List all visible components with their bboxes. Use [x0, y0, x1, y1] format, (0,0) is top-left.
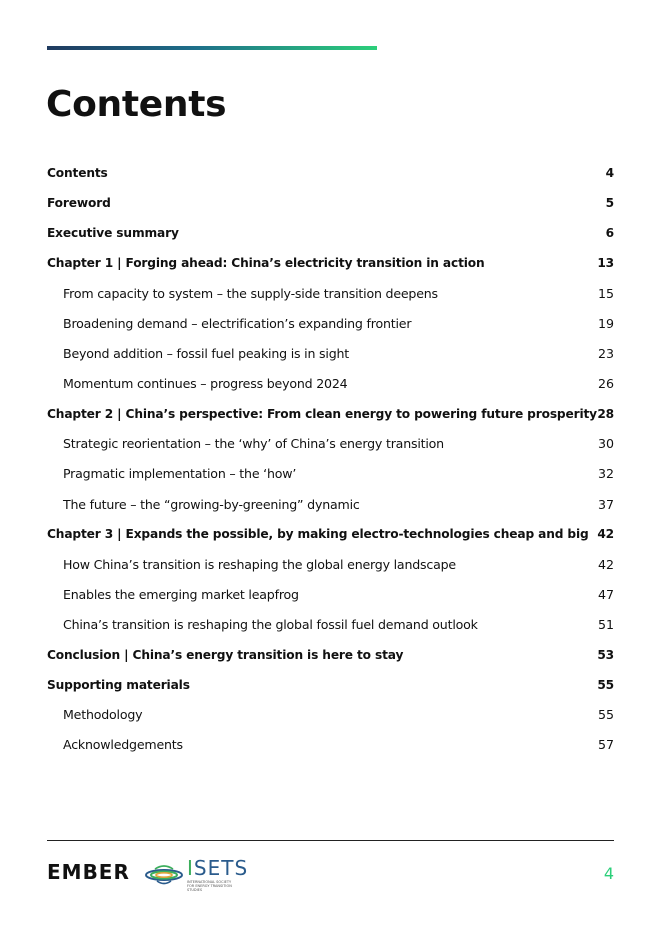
toc-entry-label: Enables the emerging market leapfrog	[63, 586, 299, 602]
toc-entry-page: 26	[597, 376, 614, 392]
toc-entry-subsection[interactable]	[47, 339, 614, 369]
toc-entry-subsection[interactable]	[47, 429, 614, 459]
page-number: 4	[603, 864, 614, 883]
toc-entry-page: 28	[597, 406, 614, 421]
toc-entry-subsection[interactable]	[47, 459, 614, 489]
toc-entry-page: 5	[605, 196, 614, 211]
toc-entry-label: Contents	[47, 166, 108, 181]
toc-entry-subsection[interactable]	[47, 308, 614, 338]
toc-entry-subsection[interactable]	[47, 609, 614, 639]
toc-entry-section[interactable]	[47, 158, 614, 188]
toc-entry-page: 19	[597, 316, 614, 332]
toc-entry-label: Supporting materials	[47, 677, 190, 692]
toc-entry-page: 53	[597, 647, 614, 662]
isets-tagline: INTERNATIONAL SOCIETY FOR ENERGY TRANSITION STUDIES	[187, 880, 232, 892]
toc-entry-page: 15	[597, 285, 614, 301]
toc-entry-section[interactable]	[47, 519, 614, 549]
isets-emblem-icon	[145, 863, 183, 887]
toc-entry-section[interactable]	[47, 399, 614, 429]
toc-entry-section[interactable]	[47, 670, 614, 700]
toc-entry-label: China’s transition is reshaping the global fossil fuel demand outlook	[63, 616, 478, 632]
page-title: Contents	[46, 84, 227, 125]
toc-entry-subsection[interactable]	[47, 700, 614, 730]
toc-entry-page: 55	[597, 707, 614, 723]
toc-entry-label: Chapter 3 | Expands the possible, by making electro-technologies cheap and big	[47, 527, 589, 542]
toc-entry-label: Broadening demand – electrification’s expanding frontier	[63, 316, 412, 332]
toc-entry-subsection[interactable]	[47, 278, 614, 308]
toc-entry-section[interactable]	[47, 248, 614, 278]
toc-entry-page: 32	[597, 466, 614, 482]
toc-entry-label: Beyond addition – fossil fuel peaking is in sight	[63, 346, 350, 362]
toc-entry-page: 42	[597, 527, 614, 542]
toc-entry-page: 55	[597, 677, 614, 692]
toc-entry-page: 4	[605, 166, 614, 181]
toc-entry-label: Momentum continues – progress beyond 2024	[63, 376, 348, 392]
toc-entry-page: 47	[597, 586, 614, 602]
isets-logo	[145, 858, 248, 892]
toc-entry-page: 51	[597, 616, 614, 632]
toc-entry-label: Chapter 1 | Forging ahead: China’s electricity transition in action	[47, 256, 485, 271]
toc-entry-label: Executive summary	[47, 226, 179, 241]
footer-divider	[47, 840, 614, 841]
ember-logo: EMBER	[47, 860, 130, 884]
toc-entry-subsection[interactable]	[47, 489, 614, 519]
toc-entry-subsection[interactable]	[47, 579, 614, 609]
toc-entry-subsection[interactable]	[47, 730, 614, 760]
toc-entry-page: 37	[597, 496, 614, 512]
toc-entry-label: The future – the “growing-by-greening” dynamic	[63, 496, 360, 512]
toc-entry-subsection[interactable]	[47, 549, 614, 579]
toc-entry-label: Conclusion | China’s energy transition is here to stay	[47, 647, 404, 662]
toc-entry-label: Strategic reorientation – the ‘why’ of China’s energy transition	[63, 436, 444, 452]
toc-entry-label: Pragmatic implementation – the ‘how’	[63, 466, 297, 482]
toc-entry-page: 23	[597, 346, 614, 362]
toc-entry-section[interactable]	[47, 188, 614, 218]
isets-wordmark: ISETS	[187, 856, 249, 880]
toc-entry-section[interactable]	[47, 640, 614, 670]
toc-entry-label: From capacity to system – the supply-side transition deepens	[63, 285, 438, 301]
toc-entry-label: Foreword	[47, 196, 111, 211]
toc-entry-label: Acknowledgements	[63, 737, 183, 753]
toc-entry-page: 57	[597, 737, 614, 753]
table-of-contents	[47, 158, 614, 760]
toc-entry-section[interactable]	[47, 218, 614, 248]
toc-entry-page: 30	[597, 436, 614, 452]
header-accent-bar	[47, 46, 377, 50]
toc-entry-page: 6	[605, 226, 614, 241]
toc-entry-label: Methodology	[63, 707, 143, 723]
toc-entry-page: 42	[597, 556, 614, 572]
toc-entry-label: How China’s transition is reshaping the global energy landscape	[63, 556, 456, 572]
toc-entry-subsection[interactable]	[47, 369, 614, 399]
toc-entry-label: Chapter 2 | China’s perspective: From clean energy to powering future prosperity	[47, 406, 597, 421]
toc-entry-page: 13	[597, 256, 614, 271]
